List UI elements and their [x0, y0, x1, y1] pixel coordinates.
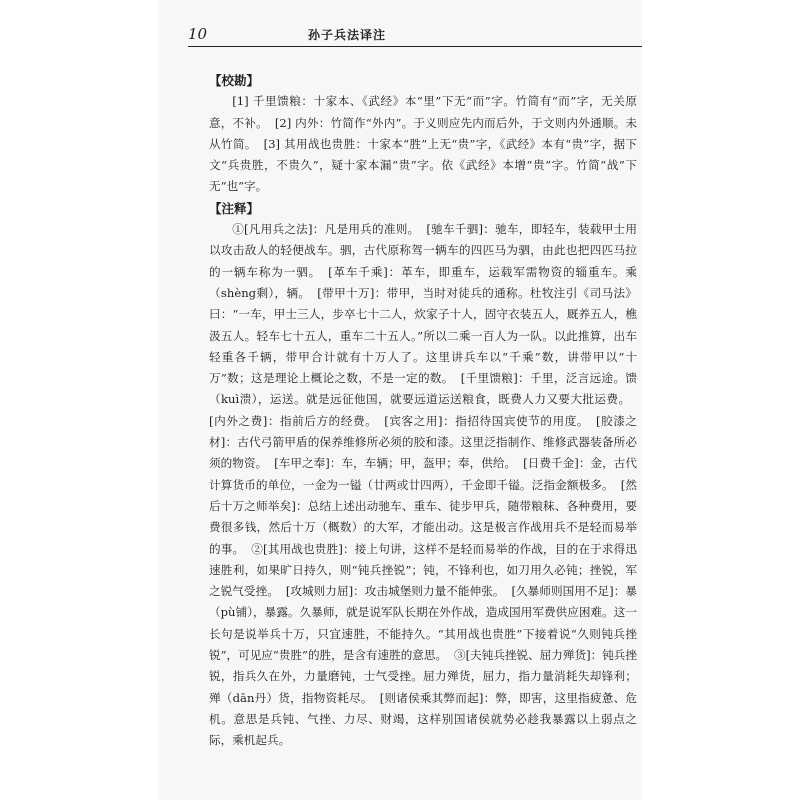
note-3: [革车千乘]：革车，即重车，运载军需物资的辎重车。乘（shèng剩），辆。 — [209, 264, 637, 300]
note-4: [带甲十万]：带甲，当时对徒兵的通称。杜牧注引《司马法》曰：“一车，甲士三人，步卒七十二人，炊家子十人，固守衣装五人，厩养五人，樵汲五人。轻车七十五人，重车二十五人。”所以二乘一百人为一队。以此推算，出车轻重各千辆，带甲合计就有十万人了。这里讲兵车以“千乘”数，讲带甲以“十万”数；这是理论上概论之数，不是一定的数。 — [209, 285, 637, 386]
note-9: [车甲之奉]：车，车辆；甲，盔甲；奉，供给。 — [274, 456, 517, 471]
page-header — [188, 22, 642, 46]
collation-note-1: [1] 千里馈粮：十家本、《武经》本“里”下无“而”字。竹简有“而”字，无关原意，不补。 — [209, 94, 637, 130]
note-10: [日费千金]：金，古代计算货币的单位，一金为一镒（廿两或廿四两），千金即千镒。泛指金额极多。 — [209, 456, 637, 492]
collation-note-3: [3] 其用战也贵胜：十家本“胜”上无“贵”字，《武经》本有“贵”字，据下文“兵贵胜，不贵久”，疑十家本漏“贵”字。依《武经》本增“贵”字。竹简“战”下无“也”字。 — [209, 136, 637, 194]
section-heading-notes: 【注释】 — [209, 200, 260, 216]
note-2: [驰车千驷]：驰车，即轻车，装载甲士用以攻击敌人的轻便战车。驷，古代原称驾一辆车的四匹马为驷，由此也把四匹马拉的一辆车称为一驷。 — [209, 222, 637, 279]
note-6: [内外之费]：指前后方的经费。 — [209, 413, 378, 428]
note-1: ①[凡用兵之法]：凡是用兵的准则。 — [232, 222, 420, 237]
section-heading-collation: 【校勘】 — [209, 73, 260, 88]
note-12: ②[其用战也贵胜]：接上句讲，这样不是轻而易举的作战，目的在于求得迅速胜利，如果旷日持久，则“钝兵挫锐”；钝，不锋利也，如刀用久必钝；挫锐，军之锐气受挫。 — [209, 541, 637, 599]
header-rule — [188, 46, 642, 47]
note-7: [宾客之用]：指招待国宾使节的用度。 — [384, 413, 590, 428]
note-8: [胶漆之材]：古代弓箭甲盾的保养维修所必须的胶和漆。这里泛指制作、维修武器装备所必须的物资。 — [209, 413, 637, 471]
note-15: ③[夫钝兵挫锐、屈力殚货]：钝兵挫锐，指兵久在外，力量磨钝，士气受挫。屈力殚货，屈力，指力量消耗失却锋利；殚（dān丹）货，指物资耗尽。 — [209, 648, 637, 705]
note-11: [然后十万之师举矣]：总结上述出动驰车、重车、徒步甲兵，随带粮秣、各种费用，要费很多钱，然后十万（概数）的大军，才能出动。这是极言作战用兵不是轻而易举的事。 — [209, 477, 638, 556]
note-14: [久暴师则国用不足]：暴（pù铺），暴露。久暴师，就是说军队长期在外作战，造成国用军费供应困难。这一长句是说举兵十万，只宜速胜，不能持久。“其用战也贵胜”下接着说“久则钝兵挫锐”，可见应“贵胜”的胜，是含有速胜的意思。 — [209, 584, 637, 663]
collation-paragraph — [209, 91, 637, 197]
page-number: 10 — [188, 25, 208, 43]
page-body — [209, 70, 637, 752]
notes-paragraph — [209, 219, 637, 751]
collation-note-2: [2] 内外：竹简作“外内”。于义则应先内而后外，于文则内外通顺。未从竹简。 — [209, 115, 637, 151]
note-5: [千里馈粮]：千里，泛言远途。馈（kuì溃），运送。就是远征他国，就要远道运送粮食，既费人力又要大批运费。 — [209, 371, 637, 407]
note-16: [则诸侯乘其弊而起]：弊，即害，这里指疲惫、危机。意思是兵钝、气挫、力尽、财竭，这样别国诸侯就势必趁我暴露以上弱点之际，乘机起兵。 — [209, 690, 637, 748]
running-title: 孙子兵法译注 — [308, 28, 387, 42]
note-13: [攻城则力屈]：攻击城堡则力量不能伸张。 — [285, 584, 505, 599]
